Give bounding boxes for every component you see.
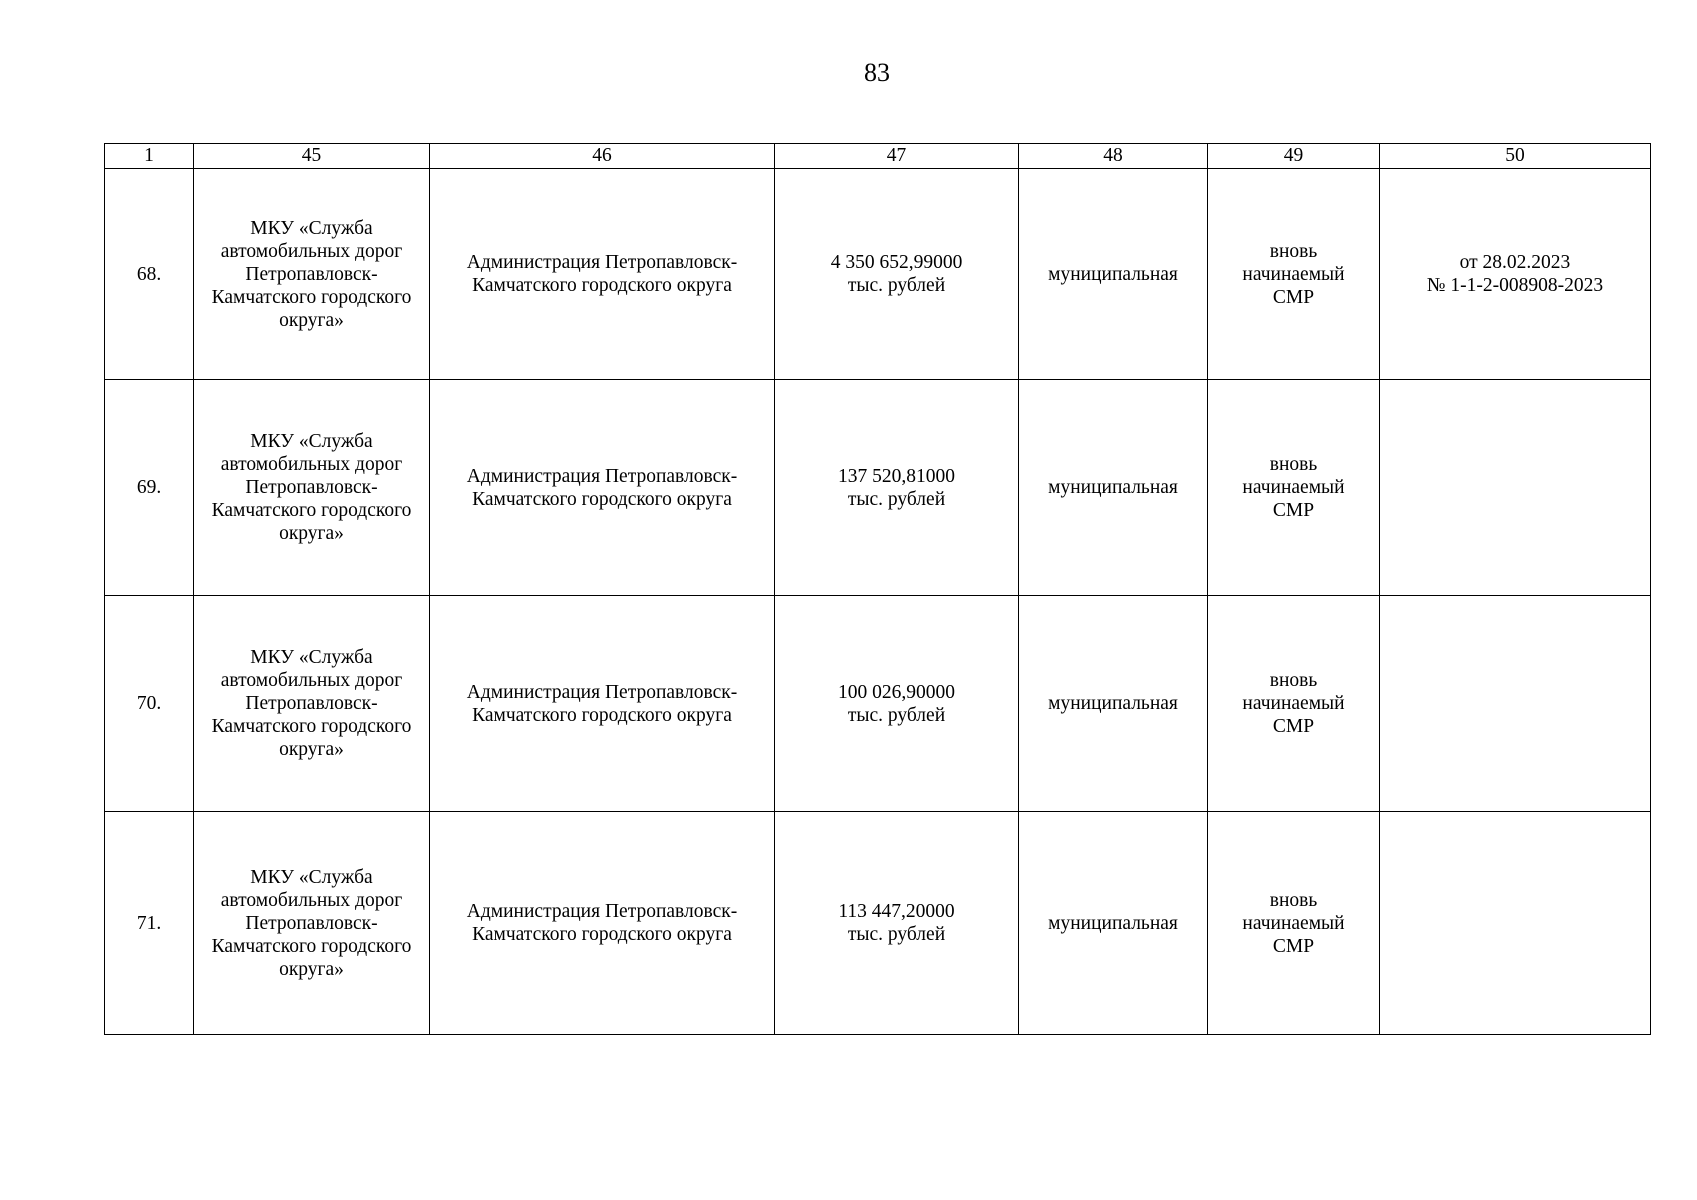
column-header: 46: [430, 144, 775, 169]
ownership-cell: муниципальная: [1019, 169, 1208, 380]
column-header: 48: [1019, 144, 1208, 169]
ownership-cell: муниципальная: [1019, 812, 1208, 1035]
row-number: 68.: [105, 169, 194, 380]
table-row: [105, 169, 1651, 380]
row-number: 71.: [105, 812, 194, 1035]
cost-cell: 100 026,90000 тыс. рублей: [775, 596, 1019, 812]
page-number: 83: [864, 58, 890, 87]
cost-cell: 4 350 652,99000 тыс. рублей: [775, 169, 1019, 380]
administration-cell: Администрация Петропавловск- Камчатского городского округа: [430, 596, 775, 812]
administration-cell: Администрация Петропавловск- Камчатского городского округа: [430, 169, 775, 380]
customer-cell: МКУ «Служба автомобильных дорог Петропавловск- Камчатского городского округа»: [194, 380, 430, 596]
expertise-cell: [1380, 596, 1651, 812]
table-row: [105, 812, 1651, 1035]
ownership-cell: муниципальная: [1019, 380, 1208, 596]
data-table: [104, 143, 1651, 1035]
cost-cell: 113 447,20000 тыс. рублей: [775, 812, 1019, 1035]
expertise-cell: [1380, 812, 1651, 1035]
table-row: [105, 596, 1651, 812]
administration-cell: Администрация Петропавловск- Камчатского городского округа: [430, 812, 775, 1035]
ownership-cell: муниципальная: [1019, 596, 1208, 812]
status-cell: вновь начинаемый СМР: [1208, 596, 1380, 812]
customer-cell: МКУ «Служба автомобильных дорог Петропавловск- Камчатского городского округа»: [194, 169, 430, 380]
status-cell: вновь начинаемый СМР: [1208, 380, 1380, 596]
column-header: 45: [194, 144, 430, 169]
row-number: 69.: [105, 380, 194, 596]
expertise-cell: [1380, 380, 1651, 596]
column-header: 47: [775, 144, 1019, 169]
header-row: [105, 144, 1651, 169]
status-cell: вновь начинаемый СМР: [1208, 169, 1380, 380]
column-header: 50: [1380, 144, 1651, 169]
cost-cell: 137 520,81000 тыс. рублей: [775, 380, 1019, 596]
column-header: 1: [105, 144, 194, 169]
column-header: 49: [1208, 144, 1380, 169]
status-cell: вновь начинаемый СМР: [1208, 812, 1380, 1035]
administration-cell: Администрация Петропавловск- Камчатского городского округа: [430, 380, 775, 596]
row-number: 70.: [105, 596, 194, 812]
expertise-cell: от 28.02.2023 № 1-1-2-008908-2023: [1380, 169, 1651, 380]
table-row: [105, 380, 1651, 596]
customer-cell: МКУ «Служба автомобильных дорог Петропавловск- Камчатского городского округа»: [194, 812, 430, 1035]
customer-cell: МКУ «Служба автомобильных дорог Петропавловск- Камчатского городского округа»: [194, 596, 430, 812]
